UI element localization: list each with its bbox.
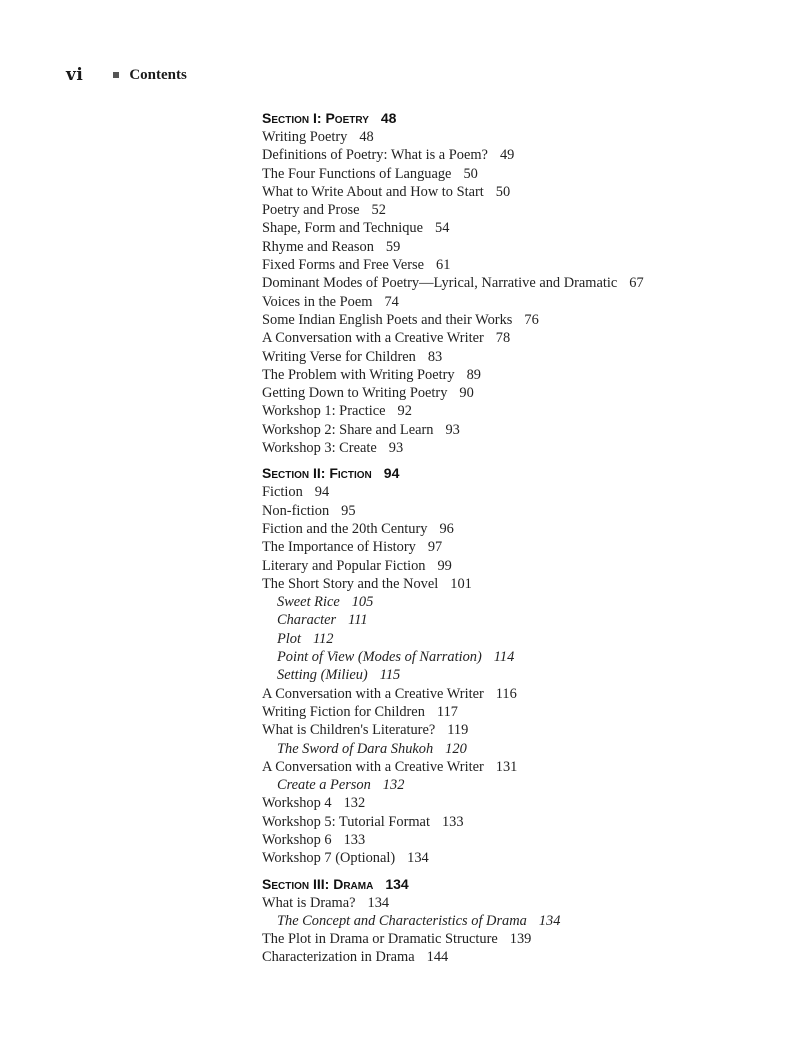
entry-title: Getting Down to Writing Poetry [262, 385, 448, 402]
entry-title: The Concept and Characteristics of Drama [277, 912, 527, 929]
toc-entry [262, 293, 792, 311]
toc-entry [262, 538, 792, 556]
toc-entry [262, 557, 792, 575]
toc-entry [262, 311, 792, 329]
entry-title: The Sword of Dara Shukoh [277, 740, 434, 757]
entry-title: Fiction [262, 484, 303, 501]
entry-page-number: 83 [427, 348, 443, 365]
toc-entry [262, 721, 792, 739]
entry-page-number: 139 [509, 931, 532, 948]
entry-title: Writing Verse for Children [262, 348, 416, 365]
entry-page-number: 131 [495, 758, 518, 775]
entry-page-number: 133 [441, 813, 464, 830]
entry-title: The Plot in Drama or Dramatic Structure [262, 931, 498, 948]
entry-title: A Conversation with a Creative Writer [262, 758, 484, 775]
toc-subentry [262, 630, 792, 648]
entry-title: Workshop 2: Share and Learn [262, 421, 434, 438]
section-title: Section III: Drama [262, 875, 374, 892]
section-page-number: 48 [380, 110, 397, 126]
toc-entry [262, 165, 792, 183]
toc-entry [262, 483, 792, 501]
toc-entry [262, 439, 792, 457]
entry-title: The Problem with Writing Poetry [262, 366, 455, 383]
entry-title: What is Children's Literature? [262, 722, 436, 739]
entry-title: Some Indian English Poets and their Works [262, 311, 513, 328]
entry-page-number: 95 [341, 502, 356, 519]
entry-page-number: 48 [359, 129, 374, 145]
entry-title: Workshop 6 [262, 831, 332, 848]
entry-page-number: 99 [437, 557, 452, 574]
section-heading [262, 874, 792, 894]
toc-entry [262, 274, 792, 292]
toc-subentry [262, 611, 792, 629]
table-of-contents [262, 108, 792, 967]
entry-title: Literary and Popular Fiction [262, 557, 426, 574]
entry-page-number: 93 [388, 440, 404, 457]
section-heading [262, 463, 792, 483]
entry-page-number: 114 [493, 649, 515, 666]
entry-title: The Short Story and the Novel [262, 575, 439, 592]
entry-title: Fixed Forms and Free Verse [262, 257, 425, 274]
running-head-label: Contents [129, 66, 187, 83]
entry-title: What to Write About and How to Start [262, 183, 484, 200]
entry-title: Rhyme and Reason [262, 238, 374, 255]
entry-title: A Conversation with a Creative Writer [262, 685, 484, 702]
entry-title: Definitions of Poetry: What is a Poem? [262, 147, 488, 164]
section-heading [262, 108, 792, 128]
section-page-number: 94 [383, 465, 400, 482]
entry-page-number: 50 [463, 165, 478, 182]
entry-page-number: 96 [439, 520, 454, 537]
entry-title: Characterization in Drama [262, 949, 415, 966]
toc-entry [262, 930, 792, 948]
entry-title: Setting (Milieu) [277, 667, 368, 684]
toc-entry [262, 948, 792, 966]
toc-entry [262, 831, 792, 849]
entry-page-number: 120 [445, 740, 467, 757]
entry-page-number: 111 [348, 612, 368, 629]
entry-page-number: 50 [495, 183, 511, 200]
toc-entry [262, 384, 792, 402]
entry-page-number: 54 [435, 220, 450, 237]
entry-title: Sweet Rice [277, 594, 340, 611]
entry-page-number: 105 [351, 594, 374, 611]
toc-entry [262, 348, 792, 366]
section-title: Section II: Fiction [262, 465, 372, 482]
entry-page-number: 101 [450, 575, 472, 592]
toc-entry [262, 146, 792, 164]
entry-title: Point of View (Modes of Narration) [277, 649, 482, 666]
toc-entry [262, 421, 792, 439]
toc-entry [262, 575, 792, 593]
toc-entry [262, 794, 792, 812]
toc-entry [262, 703, 792, 721]
toc-entry [262, 238, 792, 256]
entry-page-number: 132 [382, 777, 405, 794]
entry-page-number: 61 [436, 257, 451, 274]
entry-page-number: 52 [371, 202, 386, 219]
toc-entry [262, 685, 792, 703]
entry-page-number: 132 [343, 795, 366, 812]
entry-title: Poetry and Prose [262, 202, 360, 219]
toc-entry [262, 502, 792, 520]
toc-entry [262, 758, 792, 776]
toc-entry [262, 128, 792, 146]
square-bullet-icon [113, 72, 119, 78]
entry-page-number: 119 [447, 722, 469, 739]
entry-title: Character [277, 612, 337, 629]
entry-page-number: 90 [459, 385, 474, 402]
entry-page-number: 89 [466, 366, 481, 383]
entry-page-number: 67 [629, 275, 644, 292]
toc-entry [262, 201, 792, 219]
page-number: vi [66, 65, 84, 85]
toc-subentry [262, 912, 792, 930]
toc-entry [262, 183, 792, 201]
entry-title: Workshop 4 [262, 795, 332, 812]
toc-entry [262, 219, 792, 237]
section-title: Section I: Poetry [262, 110, 369, 126]
entry-page-number: 144 [426, 949, 449, 966]
entry-page-number: 133 [343, 831, 366, 848]
section-page-number: 134 [385, 875, 409, 892]
entry-title: Workshop 7 (Optional) [262, 850, 396, 867]
entry-page-number: 97 [427, 539, 443, 556]
toc-entry [262, 402, 792, 420]
entry-title: The Four Functions of Language [262, 165, 452, 182]
toc-subentry [262, 776, 792, 794]
entry-title: Create a Person [277, 777, 371, 794]
entry-title: Writing Fiction for Children [262, 703, 425, 720]
entry-page-number: 134 [407, 850, 429, 867]
toc-entry [262, 894, 792, 912]
entry-title: Shape, Form and Technique [262, 220, 423, 237]
toc-entry [262, 366, 792, 384]
entry-title: A Conversation with a Creative Writer [262, 330, 484, 347]
running-head [66, 64, 187, 86]
entry-page-number: 117 [436, 703, 458, 720]
entry-page-number: 93 [445, 421, 460, 438]
entry-page-number: 78 [495, 330, 511, 347]
entry-title: What is Drama? [262, 894, 356, 911]
toc-subentry [262, 593, 792, 611]
entry-title: Workshop 5: Tutorial Format [262, 813, 430, 830]
entry-title: Workshop 1: Practice [262, 403, 386, 420]
toc-subentry [262, 740, 792, 758]
entry-title: Workshop 3: Create [262, 440, 377, 457]
entry-page-number: 59 [385, 238, 401, 255]
entry-title: The Importance of History [262, 539, 416, 556]
entry-title: Writing Poetry [262, 129, 348, 145]
entry-title: Dominant Modes of Poetry—Lyrical, Narrative and Dramatic [262, 275, 618, 292]
entry-title: Non-fiction [262, 502, 330, 519]
entry-page-number: 49 [499, 147, 515, 164]
entry-title: Plot [277, 630, 301, 647]
toc-entry [262, 256, 792, 274]
entry-page-number: 115 [379, 667, 401, 684]
toc-subentry [262, 648, 792, 666]
entry-page-number: 76 [524, 311, 539, 328]
toc-subentry [262, 666, 792, 684]
entry-page-number: 112 [312, 630, 334, 647]
entry-page-number: 74 [384, 293, 399, 310]
entry-page-number: 134 [367, 894, 390, 911]
entry-title: Fiction and the 20th Century [262, 520, 428, 537]
entry-title: Voices in the Poem [262, 293, 373, 310]
toc-entry [262, 849, 792, 867]
toc-entry [262, 813, 792, 831]
entry-page-number: 134 [538, 912, 561, 929]
entry-page-number: 92 [397, 403, 412, 420]
entry-page-number: 94 [314, 484, 330, 501]
entry-page-number: 116 [495, 685, 517, 702]
toc-entry [262, 520, 792, 538]
toc-entry [262, 329, 792, 347]
